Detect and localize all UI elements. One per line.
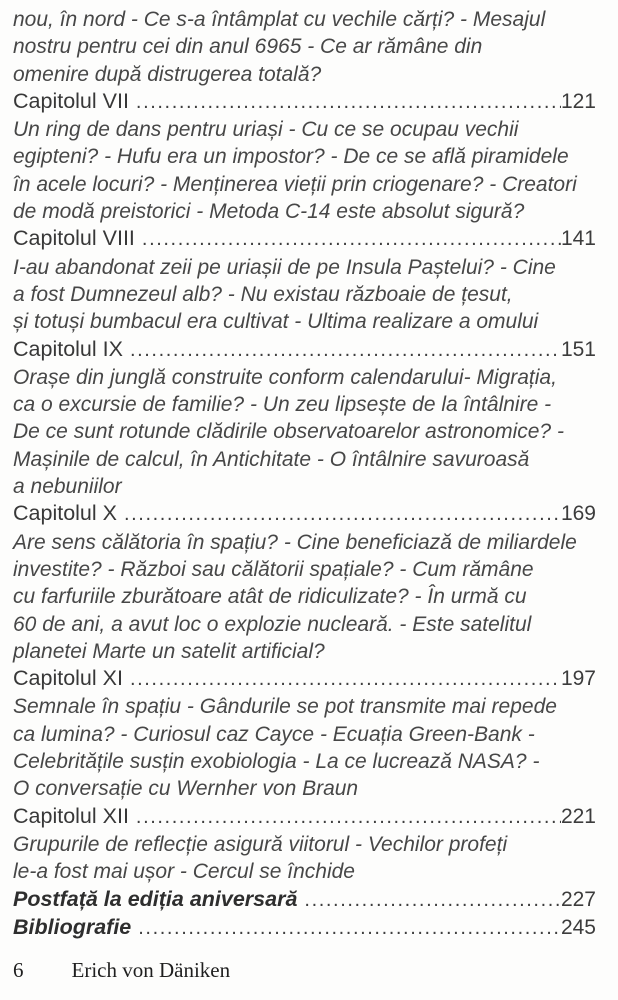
- toc-entry-capitolul-xii: [13, 803, 596, 831]
- leader-dots: [130, 665, 561, 693]
- toc-description-line: nou, în nord - Ce s-a întâmplat cu vechile cărți? - Mesajul: [13, 8, 546, 31]
- toc-entry-postfata: [13, 886, 596, 914]
- toc-entry-capitolul-ix: [13, 336, 596, 364]
- chapter-title: Capitolul X: [13, 501, 117, 526]
- toc-description-line: cu farfuriile zburătoare atât de ridiculizate? - În urmă cu: [13, 585, 527, 609]
- chapter-title: Capitolul XII: [13, 803, 129, 828]
- page-footer: [13, 958, 596, 983]
- chapter-description: [13, 529, 596, 665]
- toc-entry-capitolul-vii: [13, 88, 596, 116]
- section-page-number: 245: [560, 915, 596, 939]
- toc-description-line: I-au abandonat zeii pe uriașii de pe Insula Paștelui? - Cine: [13, 255, 556, 279]
- chapter-description-continued: [13, 6, 596, 88]
- toc-description-line: egipteni? - Hufu era un impostor? - De ce se află piramidele: [13, 145, 569, 169]
- chapter-title: Capitolul VIII: [13, 226, 135, 251]
- toc-description-line: omenire după distrugerea totală?: [13, 62, 322, 86]
- chapter-page-number: 121: [560, 89, 596, 113]
- section-title: Postfață la ediția aniversară: [13, 886, 298, 911]
- toc-description-line: nostru pentru cei din anul 6965 - Ce ar rămâne din: [13, 35, 483, 59]
- chapter-page-number: 141: [560, 227, 596, 251]
- section-page-number: 227: [560, 887, 596, 911]
- toc-description-line: și totuși bumbacul era cultivat - Ultima realizare a omului: [13, 310, 539, 334]
- toc-description-line: 60 de ani, a avut loc o explozie nucleară. - Este satelitul: [13, 612, 532, 636]
- chapter-page-number: 151: [560, 337, 596, 361]
- toc-description-line: Un ring de dans pentru uriași - Cu ce se ocupau vechii: [13, 118, 519, 142]
- toc-entry-capitolul-xi: [13, 665, 596, 693]
- chapter-description: [13, 116, 596, 225]
- chapter-title: Capitolul XI: [13, 666, 123, 691]
- chapter-page-number: 221: [560, 804, 596, 828]
- running-title: Erich von Däniken: [71, 958, 231, 982]
- toc-description-line: ca o excursie de familie? - Un zeu lipsește de la întâlnire -: [13, 393, 552, 417]
- chapter-description: [13, 831, 596, 886]
- chapter-description: [13, 693, 596, 802]
- toc-description-line: De ce sunt rotunde clădirile observatoarelor astronomice? -: [13, 420, 564, 444]
- toc-description-line: planetei Marte un satelit artificial?: [13, 639, 325, 663]
- toc-description-line: O conversație cu Wernher von Braun: [13, 777, 359, 801]
- chapter-description: [13, 364, 596, 500]
- toc-description-line: Mașinile de calcul, în Antichitate - O întâlnire savuroasă: [13, 447, 530, 471]
- toc-description-line: investite? - Război sau călătorii spațiale? - Cum rămâne: [13, 557, 534, 581]
- leader-dots: [142, 225, 561, 253]
- leader-dots: [136, 88, 561, 116]
- toc-description-line: a nebuniilor: [13, 475, 122, 499]
- toc-description-line: Orașe din junglă construite conform calendarului- Migrația,: [13, 365, 557, 389]
- leader-dots: [138, 914, 561, 942]
- section-title: Bibliografie: [13, 914, 132, 939]
- leader-dots: [304, 886, 561, 914]
- toc-entry-capitolul-viii: [13, 225, 596, 253]
- table-of-contents: [13, 6, 596, 942]
- chapter-title: Capitolul VII: [13, 88, 129, 113]
- toc-description-line: ca lumina? - Curiosul caz Cayce - Ecuația Green-Bank -: [13, 722, 535, 746]
- chapter-title: Capitolul IX: [13, 336, 123, 361]
- toc-entry-bibliografie: [13, 914, 596, 942]
- leader-dots: [124, 500, 561, 528]
- toc-description-line: de modă preistorici - Metoda C-14 este absolut sigură?: [13, 200, 525, 224]
- toc-description-line: a fost Dumnezeul alb? - Nu existau războaie de țesut,: [13, 282, 513, 306]
- toc-description-line: Grupurile de reflecție asigură viitorul - Vechilor profeți: [13, 832, 508, 856]
- leader-dots: [136, 803, 561, 831]
- toc-description-line: în acele locuri? - Menținerea vieții prin criogenare? - Creatori: [13, 172, 577, 196]
- folio-page-number: 6: [13, 958, 24, 982]
- toc-description-line: Celebritățile susțin exobiologia - La ce lucrează NASA? -: [13, 750, 540, 774]
- leader-dots: [130, 336, 561, 364]
- chapter-page-number: 169: [560, 502, 596, 526]
- toc-description-line: le-a fost mai ușor - Cercul se închide: [13, 860, 355, 884]
- chapter-description: [13, 254, 596, 336]
- toc-description-line: Semnale în spațiu - Gândurile se pot transmite mai repede: [13, 695, 557, 719]
- toc-entry-capitolul-x: [13, 500, 596, 528]
- chapter-page-number: 197: [560, 667, 596, 691]
- toc-description-line: Are sens călătoria în spațiu? - Cine beneficiază de miliardele: [13, 530, 577, 554]
